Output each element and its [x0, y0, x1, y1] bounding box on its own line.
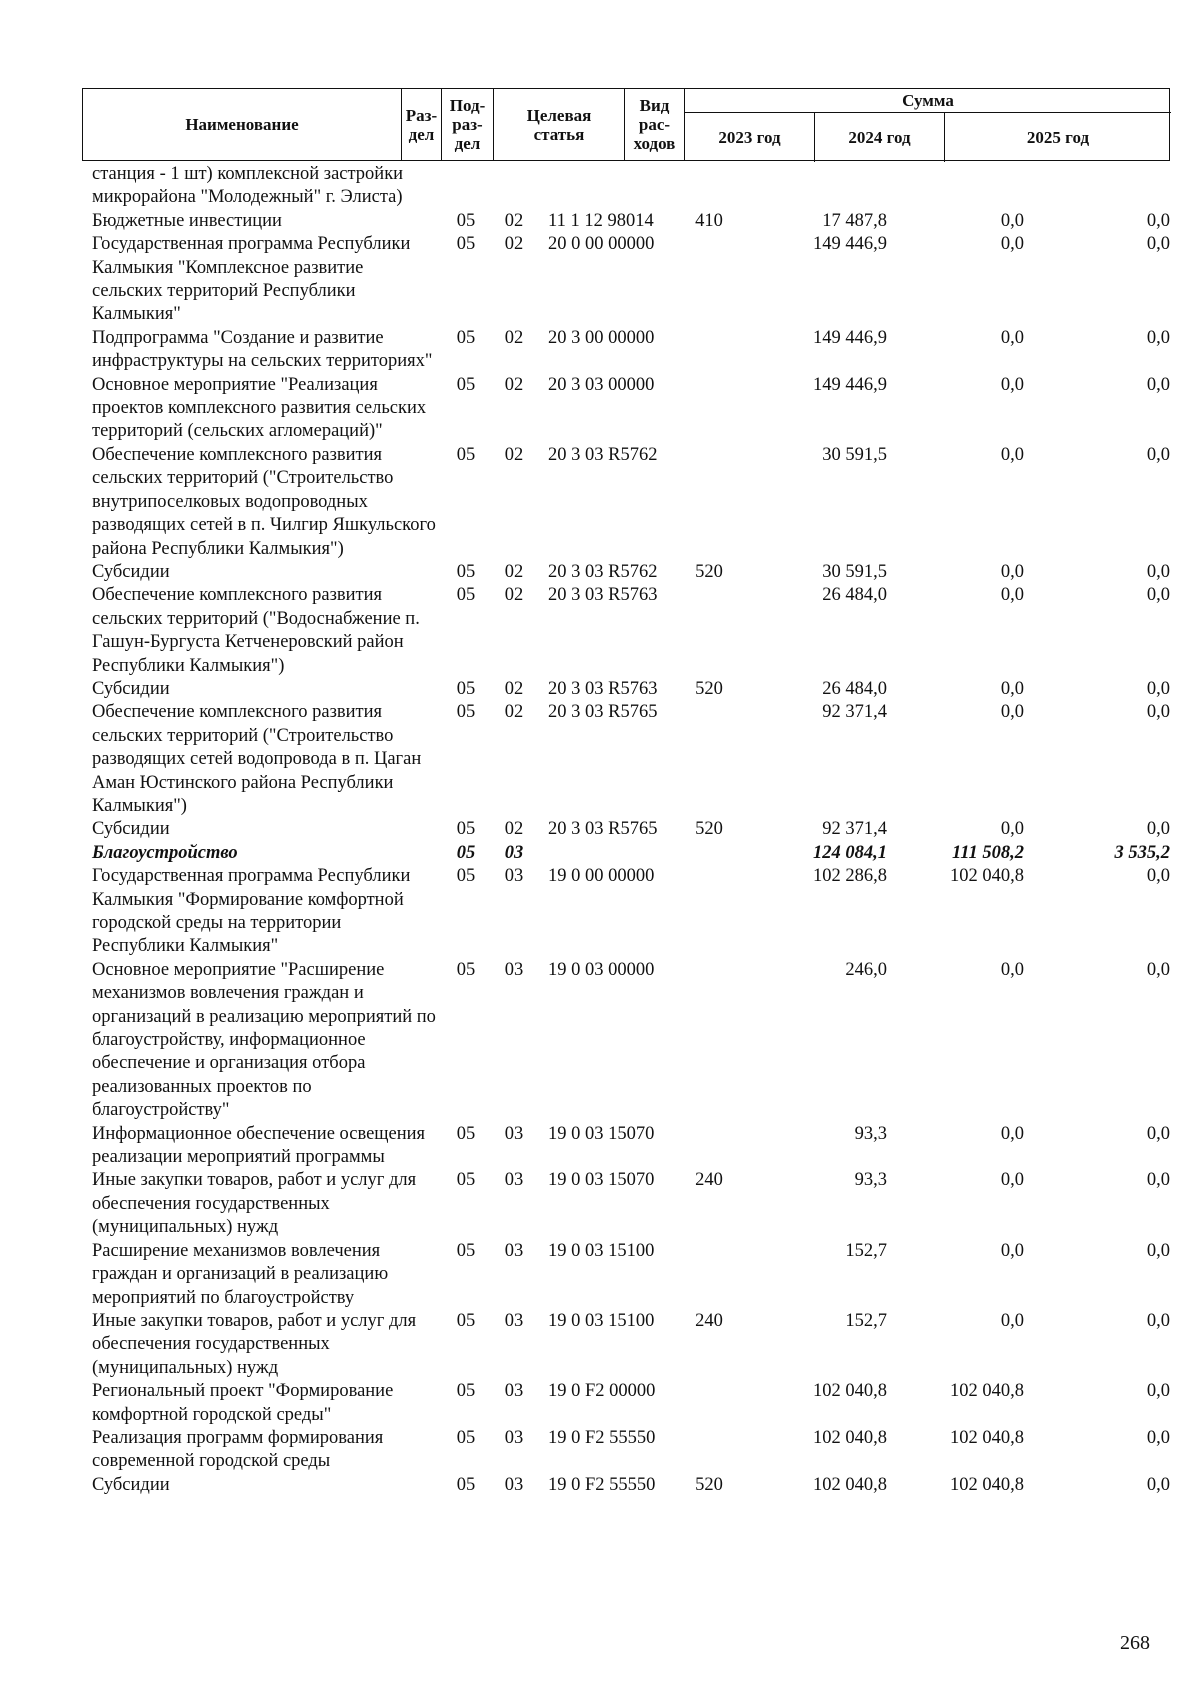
- sum-2023-cell: 17 487,8: [822, 210, 887, 231]
- target-article-cell: 20 0 00 00000: [548, 234, 655, 255]
- row-name-cell: станция - 1 шт) комплексной застройки микрорайона "Молодежный" г. Элиста): [92, 164, 404, 208]
- sum-2024-cell: 0,0: [1000, 959, 1024, 980]
- sum-2025-cell: 0,0: [1146, 819, 1170, 840]
- row-name-cell: Расширение механизмов вовлечения граждан и организаций в реализацию мероприятий по благоустройству: [92, 1240, 389, 1308]
- podrazdel-cell: 02: [504, 327, 524, 348]
- sum-2023-cell: 149 446,9: [813, 234, 887, 255]
- sum-2024-cell: 102 040,8: [950, 1474, 1024, 1495]
- expense-type-cell: 410: [695, 210, 723, 231]
- razdel-cell: 05: [456, 234, 476, 255]
- row-name-cell: Реализация программ формирования современной городской среды: [92, 1427, 384, 1472]
- podrazdel-cell: 03: [504, 866, 524, 887]
- sum-2023-cell: 26 484,0: [822, 678, 887, 699]
- row-name-cell: Субсидии: [92, 561, 170, 582]
- table-row: [82, 1380, 1172, 1427]
- sum-2023-cell: 26 484,0: [822, 585, 887, 606]
- sum-2025-cell: 0,0: [1146, 866, 1170, 887]
- target-article-cell: 20 3 03 R5762: [548, 561, 658, 582]
- target-article-cell: 19 0 03 15100: [548, 1310, 655, 1331]
- row-name-cell: Подпрограмма "Создание и развитие инфраструктуры на сельских территориях": [92, 327, 433, 372]
- podrazdel-cell: 02: [504, 234, 524, 255]
- row-name-cell: Обеспечение комплексного развития сельских территорий ("Строительство внутрипоселковых водопроводных разводящих сетей в п. Чилгир Яшкульского района Республики Калмыкия"): [92, 444, 436, 559]
- sum-2024-cell: 0,0: [1000, 1170, 1024, 1191]
- header-name: Наименование: [83, 89, 402, 160]
- sum-2025-cell: 0,0: [1146, 561, 1170, 582]
- sum-2024-cell: 0,0: [1000, 1240, 1024, 1261]
- target-article-cell: 20 3 03 R5763: [548, 585, 658, 606]
- sum-2025-cell: 3 535,2: [1114, 842, 1170, 863]
- table-row: [82, 1474, 1172, 1497]
- razdel-cell: 05: [456, 1474, 476, 1495]
- sum-2025-cell: 0,0: [1146, 1474, 1170, 1495]
- row-name-cell: Обеспечение комплексного развития сельских территорий ("Водоснабжение п. Гашун-Бургуста Кетченеровский район Республики Калмыкия"): [92, 585, 420, 676]
- header-expense-type: Вид рас- ходов: [625, 89, 685, 160]
- sum-2024-cell: 0,0: [1000, 210, 1024, 231]
- sum-2023-cell: 30 591,5: [822, 561, 887, 582]
- expense-type-cell: 520: [695, 1474, 723, 1495]
- sum-2024-cell: 0,0: [1000, 561, 1024, 582]
- table-row: [82, 1427, 1172, 1474]
- razdel-cell: 05: [456, 866, 476, 887]
- podrazdel-cell: 03: [504, 959, 524, 980]
- podrazdel-cell: 02: [504, 444, 524, 465]
- sum-2023-cell: 92 371,4: [822, 702, 887, 723]
- table-row: [82, 210, 1172, 233]
- sum-2023-cell: 246,0: [845, 959, 887, 980]
- razdel-cell: 05: [456, 842, 476, 863]
- target-article-cell: 20 3 00 00000: [548, 327, 655, 348]
- row-name-cell: Благоустройство: [92, 842, 238, 863]
- row-name-cell: Бюджетные инвестиции: [92, 210, 282, 231]
- sum-2025-cell: 0,0: [1146, 1427, 1170, 1448]
- table-row: [82, 678, 1172, 701]
- expense-type-cell: 520: [695, 819, 723, 840]
- razdel-cell: 05: [456, 819, 476, 840]
- razdel-cell: 05: [456, 1381, 476, 1402]
- header-target-article: Целевая статья: [494, 89, 625, 160]
- row-name-cell: Субсидии: [92, 1474, 170, 1495]
- razdel-cell: 05: [456, 1123, 476, 1144]
- podrazdel-cell: 03: [504, 1123, 524, 1144]
- row-name-cell: Обеспечение комплексного развития сельских территорий ("Строительство разводящих сетей водопровода в п. Цаган Аман Юстинского района Республики Калмыкия"): [92, 702, 422, 816]
- sum-2025-cell: 0,0: [1146, 374, 1170, 395]
- sum-2025-cell: 0,0: [1146, 1381, 1170, 1402]
- target-article-cell: 19 0 03 15070: [548, 1123, 655, 1144]
- row-name-cell: Субсидии: [92, 678, 170, 699]
- sum-2023-cell: 93,3: [854, 1170, 887, 1191]
- expense-type-cell: 520: [695, 561, 723, 582]
- target-article-cell: 11 1 12 98014: [548, 210, 654, 231]
- header-year-2025: 2025 год: [1026, 127, 1090, 147]
- header-razdel: Раз- дел: [402, 89, 442, 160]
- razdel-cell: 05: [456, 1170, 476, 1191]
- target-article-cell: 19 0 03 15100: [548, 1240, 655, 1261]
- sum-2025-cell: 0,0: [1146, 1240, 1170, 1261]
- sum-2024-cell: 111 508,2: [952, 842, 1024, 863]
- row-name-cell: Иные закупки товаров, работ и услуг для обеспечения государственных (муниципальных) нужд: [92, 1170, 417, 1238]
- table-row: [82, 865, 1172, 959]
- podrazdel-cell: 02: [504, 819, 524, 840]
- sum-2025-cell: 0,0: [1146, 210, 1170, 231]
- sum-2025-cell: 0,0: [1146, 1170, 1170, 1191]
- table-row: [82, 374, 1172, 444]
- header-podrazdel: Под- раз- дел: [442, 89, 494, 160]
- podrazdel-cell: 03: [504, 1427, 524, 1448]
- table-row: [82, 327, 1172, 374]
- podrazdel-cell: 02: [504, 585, 524, 606]
- row-name-cell: Основное мероприятие "Реализация проектов комплексного развития сельских территорий (сельских агломераций)": [92, 374, 427, 442]
- podrazdel-cell: 02: [504, 210, 524, 231]
- razdel-cell: 05: [456, 585, 476, 606]
- sum-2024-cell: 102 040,8: [950, 1381, 1024, 1402]
- razdel-cell: 05: [456, 1310, 476, 1331]
- table-row: [82, 233, 1172, 327]
- sum-2025-cell: 0,0: [1146, 702, 1170, 723]
- sum-2024-cell: 0,0: [1000, 1310, 1024, 1331]
- sum-2023-cell: 149 446,9: [813, 374, 887, 395]
- target-article-cell: 19 0 00 00000: [548, 866, 655, 887]
- row-name-cell: Основное мероприятие "Расширение механизмов вовлечения граждан и организаций в реализацию мероприятий по благоустройству, информационное обеспечение и организация отбора реализованных проектов по благоустройству": [92, 959, 436, 1121]
- sum-2024-cell: 0,0: [1000, 444, 1024, 465]
- sum-2023-cell: 93,3: [854, 1123, 887, 1144]
- header-year-2024: 2024 год: [815, 113, 945, 162]
- expense-type-cell: 520: [695, 678, 723, 699]
- razdel-cell: 05: [456, 327, 476, 348]
- sum-2024-cell: 0,0: [1000, 234, 1024, 255]
- podrazdel-cell: 03: [504, 1170, 524, 1191]
- table-row: [82, 1240, 1172, 1310]
- sum-2024-cell: 0,0: [1000, 327, 1024, 348]
- sum-2024-cell: 102 040,8: [950, 1427, 1024, 1448]
- row-name-cell: Субсидии: [92, 819, 170, 840]
- razdel-cell: 05: [456, 1427, 476, 1448]
- table-row: [82, 444, 1172, 561]
- table-row: [82, 959, 1172, 1123]
- sum-2024-cell: 0,0: [1000, 374, 1024, 395]
- table-body: [82, 163, 1172, 1497]
- podrazdel-cell: 03: [504, 1240, 524, 1261]
- sum-2025-cell: 0,0: [1146, 1310, 1170, 1331]
- sum-2025-cell: 0,0: [1146, 1123, 1170, 1144]
- podrazdel-cell: 02: [504, 561, 524, 582]
- target-article-cell: 20 3 03 R5762: [548, 444, 658, 465]
- target-article-cell: 19 0 03 15070: [548, 1170, 655, 1191]
- target-article-cell: 20 3 03 R5765: [548, 819, 658, 840]
- table-row: [82, 163, 1172, 210]
- sum-2023-cell: 102 040,8: [813, 1474, 887, 1495]
- page-number: 268: [1120, 1632, 1150, 1654]
- table-row: [82, 584, 1172, 678]
- expense-type-cell: 240: [695, 1310, 723, 1331]
- row-name-cell: Региональный проект "Формирование комфортной городской среды": [92, 1381, 394, 1425]
- podrazdel-cell: 03: [504, 842, 524, 863]
- target-article-cell: 20 3 03 R5763: [548, 678, 658, 699]
- row-name-cell: Иные закупки товаров, работ и услуг для обеспечения государственных (муниципальных) нужд: [92, 1310, 417, 1378]
- podrazdel-cell: 03: [504, 1474, 524, 1495]
- podrazdel-cell: 03: [504, 1310, 524, 1331]
- razdel-cell: 05: [456, 959, 476, 980]
- table-header: [82, 88, 1170, 161]
- sum-2024-cell: 102 040,8: [950, 866, 1024, 887]
- sum-2023-cell: 149 446,9: [813, 327, 887, 348]
- sum-2024-cell: 0,0: [1000, 585, 1024, 606]
- row-name-cell: Информационное обеспечение освещения реализации мероприятий программы: [92, 1123, 426, 1168]
- table-row: [82, 1310, 1172, 1380]
- table-row: [82, 701, 1172, 818]
- sum-2023-cell: 102 286,8: [813, 866, 887, 887]
- sum-2024-cell: 0,0: [1000, 702, 1024, 723]
- sum-2024-cell: 0,0: [1000, 1123, 1024, 1144]
- podrazdel-cell: 03: [504, 1381, 524, 1402]
- target-article-cell: 19 0 F2 55550: [548, 1474, 656, 1495]
- sum-2023-cell: 92 371,4: [822, 819, 887, 840]
- razdel-cell: 05: [456, 374, 476, 395]
- table-row: [82, 842, 1172, 865]
- sum-2025-cell: 0,0: [1146, 444, 1170, 465]
- sum-2025-cell: 0,0: [1146, 678, 1170, 699]
- sum-2024-cell: 0,0: [1000, 819, 1024, 840]
- row-name-cell: Государственная программа Республики Калмыкия "Комплексное развитие сельских территорий Республики Калмыкия": [92, 234, 411, 325]
- row-name-cell: Государственная программа Республики Калмыкия "Формирование комфортной городской среды на территории Республики Калмыкия": [92, 866, 411, 957]
- expense-type-cell: 240: [695, 1170, 723, 1191]
- target-article-cell: 20 3 03 R5765: [548, 702, 658, 723]
- razdel-cell: 05: [456, 444, 476, 465]
- sum-2025-cell: 0,0: [1146, 585, 1170, 606]
- sum-2023-cell: 102 040,8: [813, 1381, 887, 1402]
- razdel-cell: 05: [456, 1240, 476, 1261]
- target-article-cell: 19 0 03 00000: [548, 959, 655, 980]
- header-year-2023: 2023 год: [685, 113, 815, 162]
- razdel-cell: 05: [456, 561, 476, 582]
- sum-2023-cell: 102 040,8: [813, 1427, 887, 1448]
- target-article-cell: 19 0 F2 55550: [548, 1427, 656, 1448]
- podrazdel-cell: 02: [504, 678, 524, 699]
- target-article-cell: 19 0 F2 00000: [548, 1381, 656, 1402]
- sum-2025-cell: 0,0: [1146, 959, 1170, 980]
- sum-2025-cell: 0,0: [1146, 234, 1170, 255]
- table-row: [82, 818, 1172, 841]
- header-sum: Сумма: [685, 89, 1171, 113]
- sum-2024-cell: 0,0: [1000, 678, 1024, 699]
- table-row: [82, 1169, 1172, 1239]
- table-row: [82, 1123, 1172, 1170]
- sum-2025-cell: 0,0: [1146, 327, 1170, 348]
- sum-2023-cell: 30 591,5: [822, 444, 887, 465]
- target-article-cell: 20 3 03 00000: [548, 374, 655, 395]
- razdel-cell: 05: [456, 210, 476, 231]
- sum-2023-cell: 152,7: [845, 1310, 887, 1331]
- razdel-cell: 05: [456, 702, 476, 723]
- podrazdel-cell: 02: [504, 702, 524, 723]
- sum-2023-cell: 124 084,1: [813, 842, 887, 863]
- table-row: [82, 561, 1172, 584]
- razdel-cell: 05: [456, 678, 476, 699]
- podrazdel-cell: 02: [504, 374, 524, 395]
- sum-2023-cell: 152,7: [845, 1240, 887, 1261]
